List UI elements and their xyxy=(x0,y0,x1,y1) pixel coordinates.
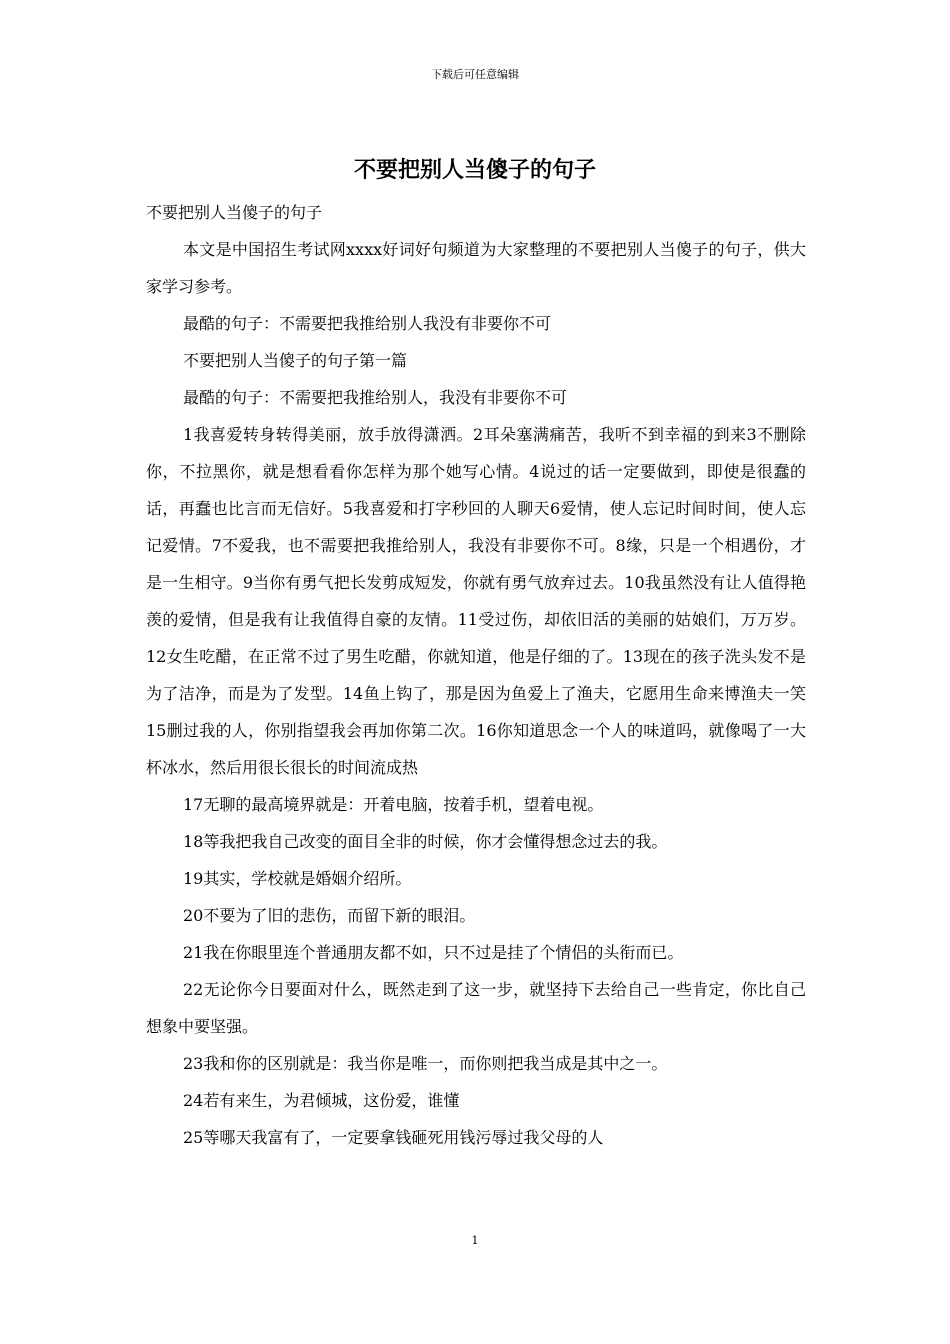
page-number: 1 xyxy=(471,1234,479,1247)
list-item: 20不要为了旧的悲伤，而留下新的眼泪。 xyxy=(183,906,476,925)
document-title: 不要把别人当傻子的句子 xyxy=(353,157,596,183)
page-header-note: 下载后可任意编辑 xyxy=(431,68,519,81)
paragraph-subtitle: 不要把别人当傻子的句子 xyxy=(146,203,323,222)
document-body xyxy=(146,194,806,1156)
list-item: 18等我把我自己改变的面目全非的时候，你才会懂得想念过去的我。 xyxy=(183,832,668,851)
paragraph: 最酷的句子：不需要把我推给别人，我没有非要你不可 xyxy=(183,388,568,407)
list-item: 19其实，学校就是婚姻介绍所。 xyxy=(183,869,412,888)
paragraph: 最酷的句子：不需要把我推给别人我没有非要你不可 xyxy=(183,314,552,333)
section-heading: 不要把别人当傻子的句子第一篇 xyxy=(183,351,408,370)
list-item: 21我在你眼里连个普通朋友都不如，只不过是挂了个情侣的头衔而已。 xyxy=(183,943,684,962)
list-item: 22无论你今日要面对什么，既然走到了这一步，就坚持下去给自己一些肯定，你比自己想象中要坚强。 xyxy=(146,980,806,1036)
paragraph-long: 1我喜爱转身转得美丽，放手放得潇洒。2耳朵塞满痛苦，我听不到幸福的到来3不删除你，不拉黑你，就是想看看你怎样为那个她写心情。4说过的话一定要做到，即使是很蠢的话，再蠢也比言而无信好。5我喜爱和打字秒回的人聊天6爱情，使人忘记时间时间，使人忘记爱情。7不爱我，也不需要把我推给别人，我没有非要你不可。8缘，只是一个相遇份，才是一生相守。9当你有勇气把长发剪成短发，你就有勇气放弃过去。10我虽然没有让人值得艳羡的爱情，但是我有让我值得自豪的友情。11受过伤，却依旧活的美丽的姑娘们，万万岁。12女生吃醋，在正常不过了男生吃醋，你就知道，他是仔细的了。13现在的孩子洗头发不是为了洁净，而是为了发型。14鱼上钩了，那是因为鱼爱上了渔夫，它愿用生命来博渔夫一笑15删过我的人，你别指望我会再加你第二次。16你知道思念一个人的味道吗，就像喝了一大杯冰水，然后用很长很长的时间流成热 xyxy=(146,425,806,777)
paragraph-intro: 本文是中国招生考试网xxxx好词好句频道为大家整理的不要把别人当傻子的句子，供大家学习参考。 xyxy=(146,240,806,296)
list-item: 25等哪天我富有了，一定要拿钱砸死用钱污辱过我父母的人 xyxy=(183,1128,604,1147)
list-item: 23我和你的区别就是：我当你是唯一，而你则把我当成是其中之一。 xyxy=(183,1054,668,1073)
list-item: 24若有来生，为君倾城，这份爱，谁懂 xyxy=(183,1091,460,1110)
list-item: 17无聊的最高境界就是：开着电脑，按着手机，望着电视。 xyxy=(183,795,604,814)
